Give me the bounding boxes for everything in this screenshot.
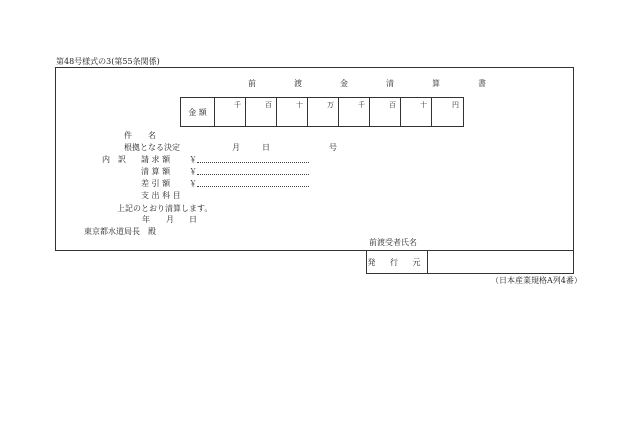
seisan-label: 清 算 額 bbox=[141, 167, 171, 176]
form-frame bbox=[55, 67, 574, 251]
number-label: 号 bbox=[329, 143, 337, 152]
seisan-amount-line[interactable] bbox=[197, 173, 309, 175]
sashihiki-label: 差 引 額 bbox=[141, 179, 171, 188]
form-title: 前 渡 金 清 算 書 bbox=[248, 79, 501, 88]
issuer-field[interactable] bbox=[428, 251, 573, 273]
uchiwake-label: 内 訳 bbox=[102, 155, 126, 164]
shishutsu-label: 支 出 科 目 bbox=[141, 191, 181, 200]
yen-mark: ￥ bbox=[189, 167, 197, 176]
amount-label: 金 額 bbox=[181, 98, 215, 126]
sashihiki-amount-line[interactable] bbox=[197, 185, 309, 187]
statement-text: 上記のとおり清算します。 bbox=[117, 204, 213, 213]
unit-label: 十 bbox=[296, 101, 303, 109]
recipient-label: 前渡受者氏名 bbox=[369, 238, 417, 247]
amount-cell[interactable] bbox=[370, 98, 401, 126]
form-number: 第48号様式の3(第55条関係) bbox=[56, 57, 160, 66]
yen-mark: ￥ bbox=[189, 179, 197, 188]
issuer-label: 発 行 元 bbox=[367, 251, 428, 273]
amount-cell[interactable] bbox=[277, 98, 308, 126]
amount-cell[interactable] bbox=[339, 98, 370, 126]
issuer-box bbox=[366, 251, 574, 274]
unit-label: 万 bbox=[327, 101, 334, 109]
amount-cell[interactable] bbox=[401, 98, 432, 126]
konkyo-label: 根拠となる決定 bbox=[124, 143, 180, 152]
amount-cell[interactable] bbox=[432, 98, 463, 126]
addressee-text: 東京都水道局長 殿 bbox=[84, 227, 156, 236]
unit-label: 十 bbox=[420, 101, 427, 109]
kenmei-label: 件 名 bbox=[124, 131, 156, 140]
date-day-label: 日 bbox=[189, 215, 197, 224]
unit-label: 百 bbox=[389, 101, 396, 109]
seikyu-amount-line[interactable] bbox=[197, 161, 309, 163]
unit-label: 円 bbox=[452, 101, 459, 109]
day-label: 日 bbox=[262, 143, 270, 152]
seikyu-label: 請 求 額 bbox=[141, 155, 171, 164]
date-year-label: 年 bbox=[142, 215, 150, 224]
yen-mark: ￥ bbox=[189, 155, 197, 164]
amount-box bbox=[180, 97, 464, 127]
amount-cell[interactable] bbox=[308, 98, 339, 126]
amount-cell[interactable] bbox=[246, 98, 277, 126]
unit-label: 千 bbox=[234, 101, 241, 109]
month-label: 月 bbox=[232, 143, 240, 152]
footer-note: （日本産業規格A列4番） bbox=[491, 276, 582, 285]
date-month-label: 月 bbox=[166, 215, 174, 224]
unit-label: 百 bbox=[265, 101, 272, 109]
unit-label: 千 bbox=[358, 101, 365, 109]
amount-cell[interactable] bbox=[215, 98, 246, 126]
